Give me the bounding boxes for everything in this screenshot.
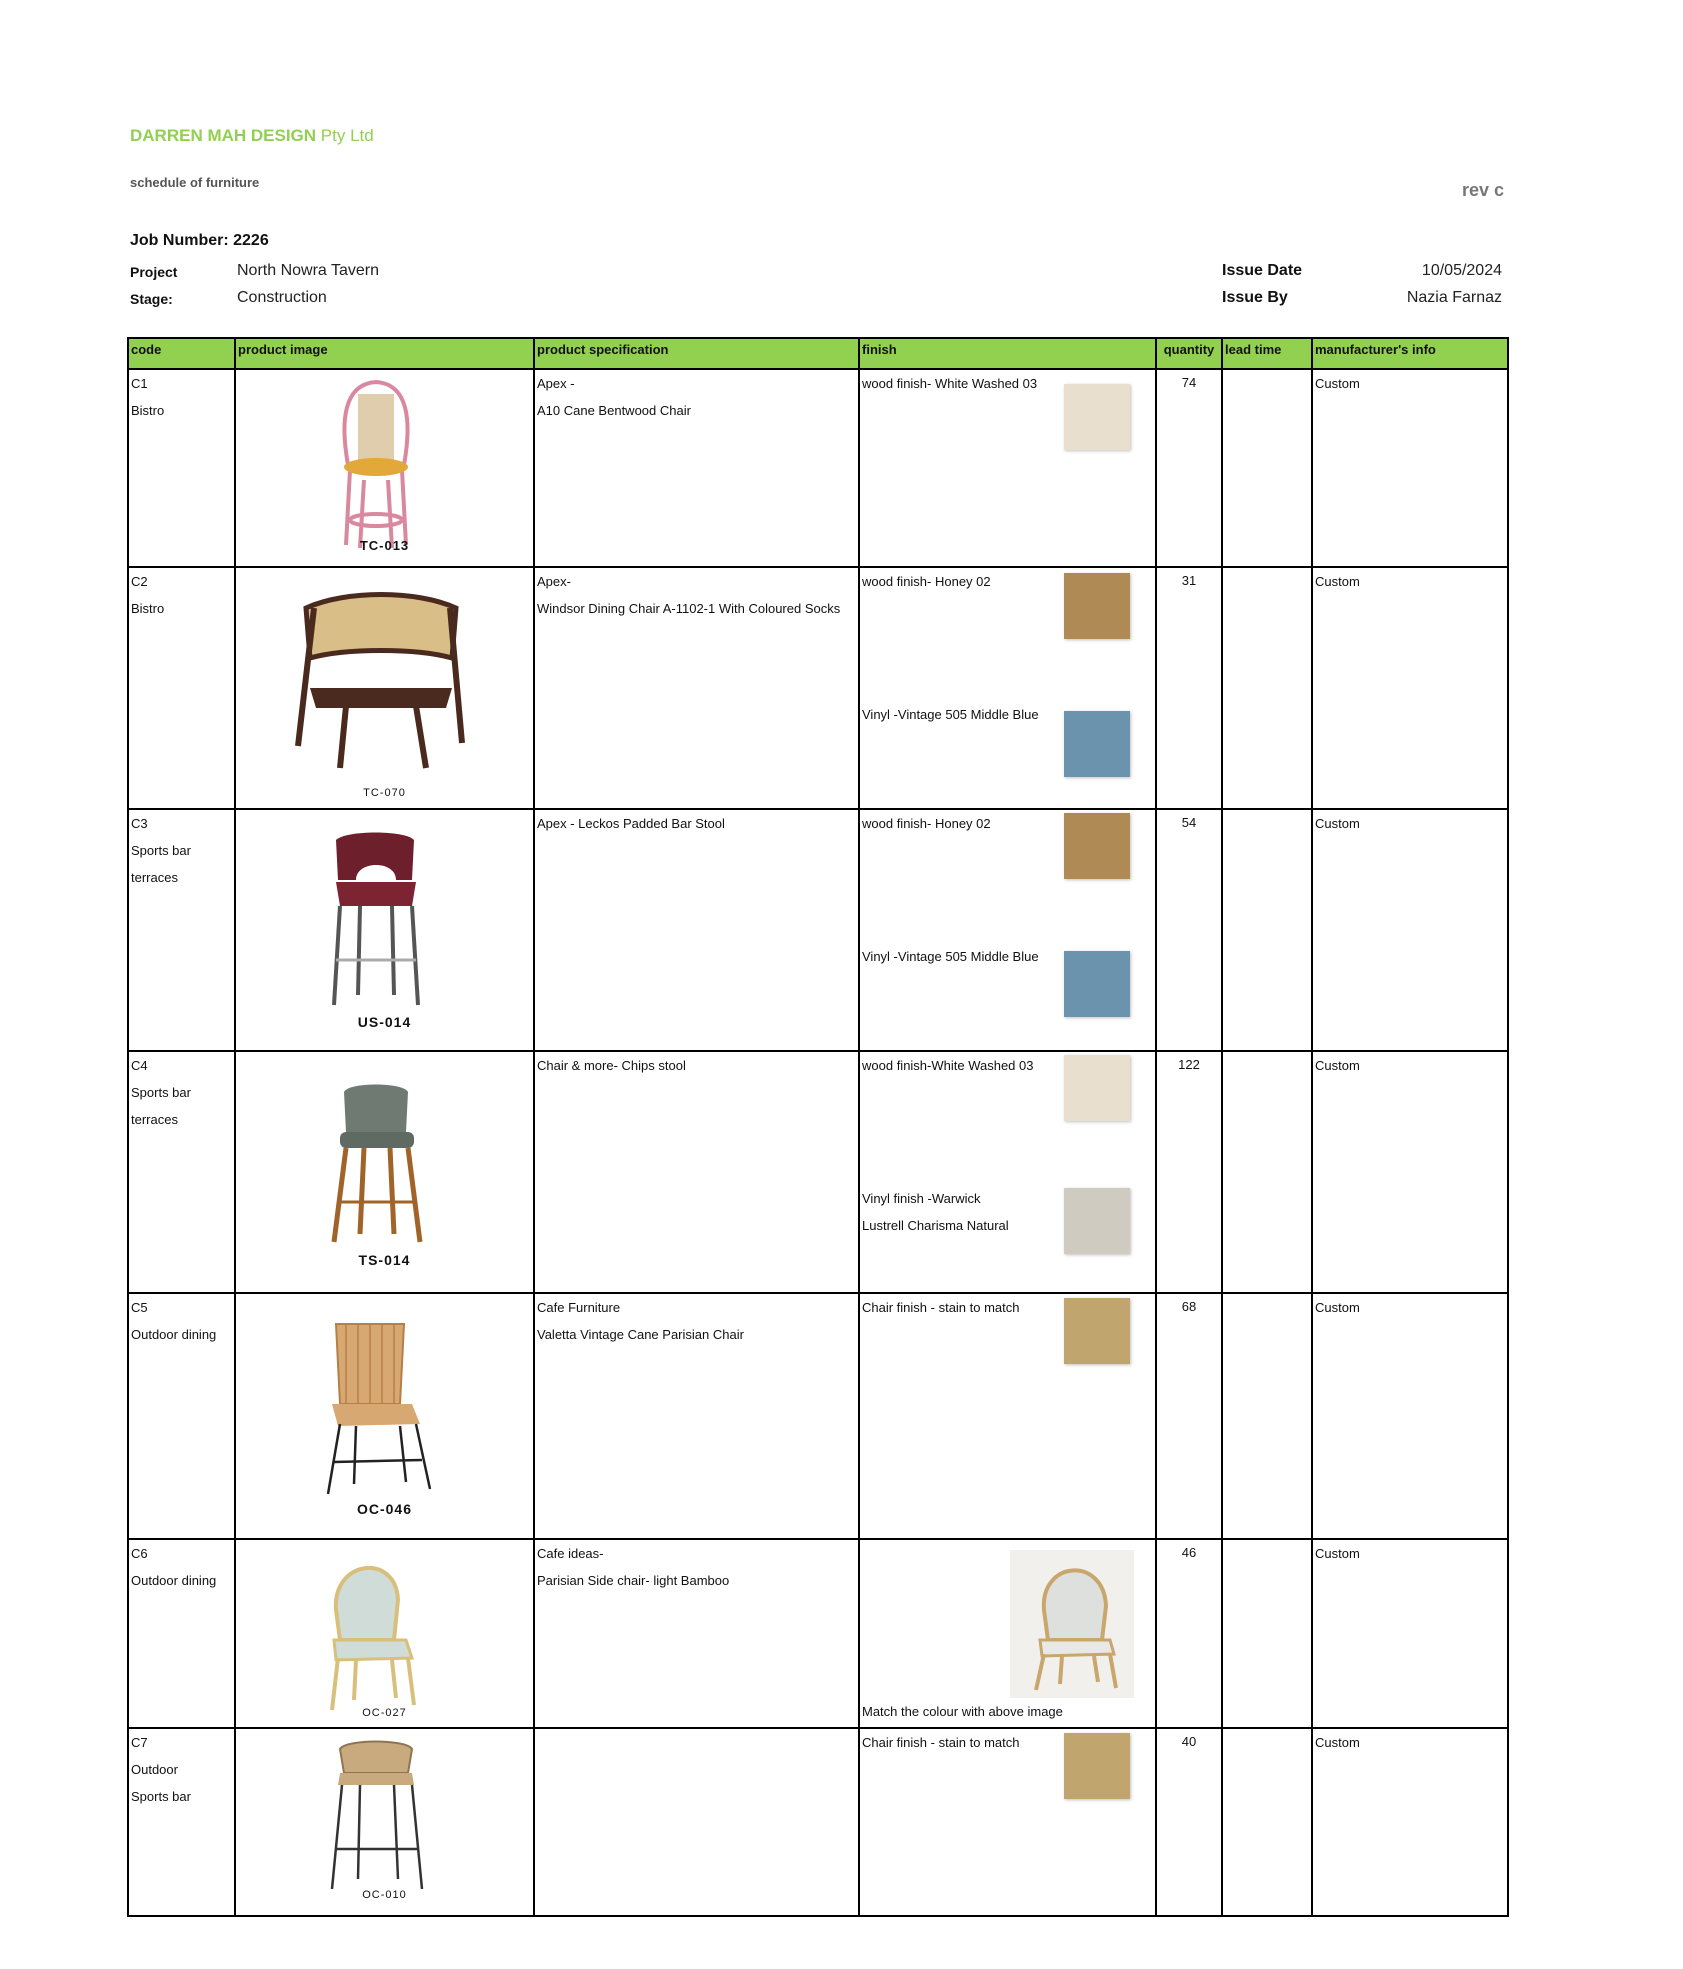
item-location: Outdoor dining xyxy=(131,1573,217,1588)
item-code: C4 xyxy=(131,1058,148,1073)
product-image-cell xyxy=(235,567,534,809)
lead-time-cell xyxy=(1222,1051,1312,1293)
quantity-cell xyxy=(1156,1539,1222,1728)
finish-swatch-white-washed xyxy=(1064,1055,1130,1121)
job-number: Job Number: 2226 xyxy=(130,232,269,249)
code-cell xyxy=(128,809,235,1051)
quantity-value: 68 xyxy=(1181,1299,1197,1314)
lead-time-cell xyxy=(1222,369,1312,567)
quantity-cell xyxy=(1156,567,1222,809)
spec-line: A10 Cane Bentwood Chair xyxy=(537,403,691,418)
lead-time-cell xyxy=(1222,1539,1312,1728)
manufacturer-value: Custom xyxy=(1315,574,1360,589)
furniture-schedule-table xyxy=(127,337,1509,1917)
item-location: Outdoor xyxy=(131,1762,178,1777)
finish-swatch-stain xyxy=(1064,1733,1130,1799)
finish-text: Vinyl -Vintage 505 Middle Blue xyxy=(862,707,1039,722)
bamboo-bistro-chair-image xyxy=(236,1540,533,1727)
quantity-value: 40 xyxy=(1181,1734,1197,1749)
item-code: C1 xyxy=(131,376,148,391)
item-location: terraces xyxy=(131,1112,178,1127)
item-location: Bistro xyxy=(131,403,165,418)
lead-time-cell xyxy=(1222,1728,1312,1916)
code-cell xyxy=(128,1728,235,1916)
col-header-finish: finish xyxy=(859,338,1156,369)
finish-cell xyxy=(859,1051,1156,1293)
manufacturer-cell xyxy=(1312,1728,1508,1916)
quantity-value: 74 xyxy=(1181,375,1197,390)
stage-label: Stage: xyxy=(130,291,173,307)
spec-line: Apex- xyxy=(537,574,571,589)
company-suffix: Pty Ltd xyxy=(320,126,374,145)
spec-line: Parisian Side chair- light Bamboo xyxy=(537,1573,730,1588)
spec-line: Windsor Dining Chair A-1102-1 With Coloured Socks xyxy=(537,601,841,616)
reference-chair-image xyxy=(1010,1550,1134,1698)
product-image-cell xyxy=(235,1728,534,1916)
lead-time-cell xyxy=(1222,1293,1312,1539)
code-cell xyxy=(128,1539,235,1728)
bentwood-chair-image xyxy=(236,370,533,566)
finish-cell xyxy=(859,1293,1156,1539)
manufacturer-cell xyxy=(1312,1293,1508,1539)
product-image-cell xyxy=(235,1051,534,1293)
finish-text: Match the colour with above image xyxy=(862,1704,1063,1719)
product-code: TC-013 xyxy=(359,538,410,553)
col-header-manufacturer-info: manufacturer's info xyxy=(1312,338,1508,369)
windsor-chair-image xyxy=(236,568,533,808)
manufacturer-cell xyxy=(1312,809,1508,1051)
manufacturer-value: Custom xyxy=(1315,816,1360,831)
issue-date-value: 10/05/2024 xyxy=(1421,262,1502,279)
product-code: TS-014 xyxy=(358,1252,411,1268)
col-header-product-specification: product specification xyxy=(534,338,859,369)
quantity-value: 54 xyxy=(1181,815,1197,830)
spec-cell xyxy=(534,1728,859,1916)
finish-swatch-white-washed xyxy=(1064,384,1130,450)
spec-line: Apex - xyxy=(537,376,575,391)
item-code: C7 xyxy=(131,1735,148,1750)
finish-text: Vinyl -Vintage 505 Middle Blue xyxy=(862,949,1039,964)
col-header-quantity: quantity xyxy=(1156,338,1222,369)
quantity-cell xyxy=(1156,1728,1222,1916)
finish-text: Lustrell Charisma Natural xyxy=(862,1218,1009,1233)
item-location: Outdoor dining xyxy=(131,1327,217,1342)
col-header-code: code xyxy=(128,338,235,369)
manufacturer-value: Custom xyxy=(1315,1735,1360,1750)
finish-cell xyxy=(859,369,1156,567)
table-row xyxy=(128,1293,1508,1539)
manufacturer-cell xyxy=(1312,1051,1508,1293)
issue-date-label: Issue Date xyxy=(1222,262,1303,279)
document-subtitle: schedule of furniture xyxy=(130,175,260,190)
item-location: Sports bar xyxy=(131,1789,191,1804)
item-code: C6 xyxy=(131,1546,148,1561)
quantity-cell xyxy=(1156,1293,1222,1539)
item-code: C5 xyxy=(131,1300,148,1315)
table-row xyxy=(128,369,1508,567)
product-code: OC-046 xyxy=(356,1501,413,1517)
quantity-value: 31 xyxy=(1181,573,1197,588)
table-row xyxy=(128,809,1508,1051)
issue-by-value: Nazia Farnaz xyxy=(1406,289,1502,306)
spec-cell xyxy=(534,1293,859,1539)
spec-line: Cafe ideas- xyxy=(537,1546,604,1561)
project-value: North Nowra Tavern xyxy=(237,262,379,279)
table-row xyxy=(128,1728,1508,1916)
lead-time-cell xyxy=(1222,809,1312,1051)
manufacturer-value: Custom xyxy=(1315,1546,1360,1561)
company-name xyxy=(130,126,374,146)
code-cell xyxy=(128,1051,235,1293)
finish-cell xyxy=(859,1539,1156,1728)
manufacturer-value: Custom xyxy=(1315,376,1360,391)
quantity-value: 122 xyxy=(1178,1057,1200,1072)
finish-swatch-honey xyxy=(1064,573,1130,639)
quantity-value: 46 xyxy=(1181,1545,1197,1560)
outdoor-bar-stool-image xyxy=(236,1729,533,1915)
spec-line: Apex - Leckos Padded Bar Stool xyxy=(537,816,725,831)
finish-cell xyxy=(859,1728,1156,1916)
spec-line: Valetta Vintage Cane Parisian Chair xyxy=(537,1327,744,1342)
finish-text: Vinyl finish -Warwick xyxy=(862,1191,981,1206)
code-cell xyxy=(128,1293,235,1539)
finish-cell xyxy=(859,567,1156,809)
lead-time-cell xyxy=(1222,567,1312,809)
item-location: Bistro xyxy=(131,601,165,616)
product-code: OC-010 xyxy=(362,1889,407,1901)
product-image-cell xyxy=(235,1539,534,1728)
finish-cell xyxy=(859,809,1156,1051)
finish-swatch-charisma-natural xyxy=(1064,1188,1130,1254)
product-code: TC-070 xyxy=(363,787,406,799)
manufacturer-cell xyxy=(1312,1539,1508,1728)
finish-swatch-stain xyxy=(1064,1298,1130,1364)
finish-text: Chair finish - stain to match xyxy=(862,1300,1020,1315)
finish-text: wood finish- White Washed 03 xyxy=(862,376,1038,391)
table-row xyxy=(128,1051,1508,1293)
col-header-lead-time: lead time xyxy=(1222,338,1312,369)
quantity-cell xyxy=(1156,809,1222,1051)
quantity-cell xyxy=(1156,369,1222,567)
spec-line: Cafe Furniture xyxy=(537,1300,621,1315)
spec-line: Chair & more- Chips stool xyxy=(537,1058,686,1073)
product-image-cell xyxy=(235,809,534,1051)
spec-cell xyxy=(534,567,859,809)
table-header-row xyxy=(128,338,1508,369)
code-cell xyxy=(128,567,235,809)
table-row xyxy=(128,1539,1508,1728)
finish-text: wood finish- Honey 02 xyxy=(862,574,991,589)
spec-cell xyxy=(534,369,859,567)
spec-cell xyxy=(534,809,859,1051)
finish-text: Chair finish - stain to match xyxy=(862,1735,1020,1750)
item-location: Sports bar xyxy=(131,843,191,858)
finish-swatch-middle-blue xyxy=(1064,951,1130,1017)
company-name-main: DARREN MAH DESIGN xyxy=(130,126,317,145)
manufacturer-value: Custom xyxy=(1315,1300,1360,1315)
product-image-cell xyxy=(235,369,534,567)
finish-swatch-middle-blue xyxy=(1064,711,1130,777)
manufacturer-cell xyxy=(1312,567,1508,809)
product-image-cell xyxy=(235,1293,534,1539)
manufacturer-cell xyxy=(1312,369,1508,567)
project-label: Project xyxy=(130,264,178,280)
item-location: Sports bar xyxy=(131,1085,191,1100)
item-code: C3 xyxy=(131,816,148,831)
finish-text: wood finish-White Washed 03 xyxy=(862,1058,1034,1073)
finish-swatch-honey xyxy=(1064,813,1130,879)
spec-cell xyxy=(534,1051,859,1293)
stage-value: Construction xyxy=(237,289,327,306)
issue-by-label: Issue By xyxy=(1222,289,1288,306)
code-cell xyxy=(128,369,235,567)
product-code: US-014 xyxy=(357,1014,412,1030)
col-header-product-image: product image xyxy=(235,338,534,369)
item-code: C2 xyxy=(131,574,148,589)
item-location: terraces xyxy=(131,870,178,885)
finish-text: wood finish- Honey 02 xyxy=(862,816,991,831)
manufacturer-value: Custom xyxy=(1315,1058,1360,1073)
quantity-cell xyxy=(1156,1051,1222,1293)
spec-cell xyxy=(534,1539,859,1728)
table-row xyxy=(128,567,1508,809)
product-code: OC-027 xyxy=(362,1707,407,1719)
revision-label: rev c xyxy=(1462,180,1505,200)
